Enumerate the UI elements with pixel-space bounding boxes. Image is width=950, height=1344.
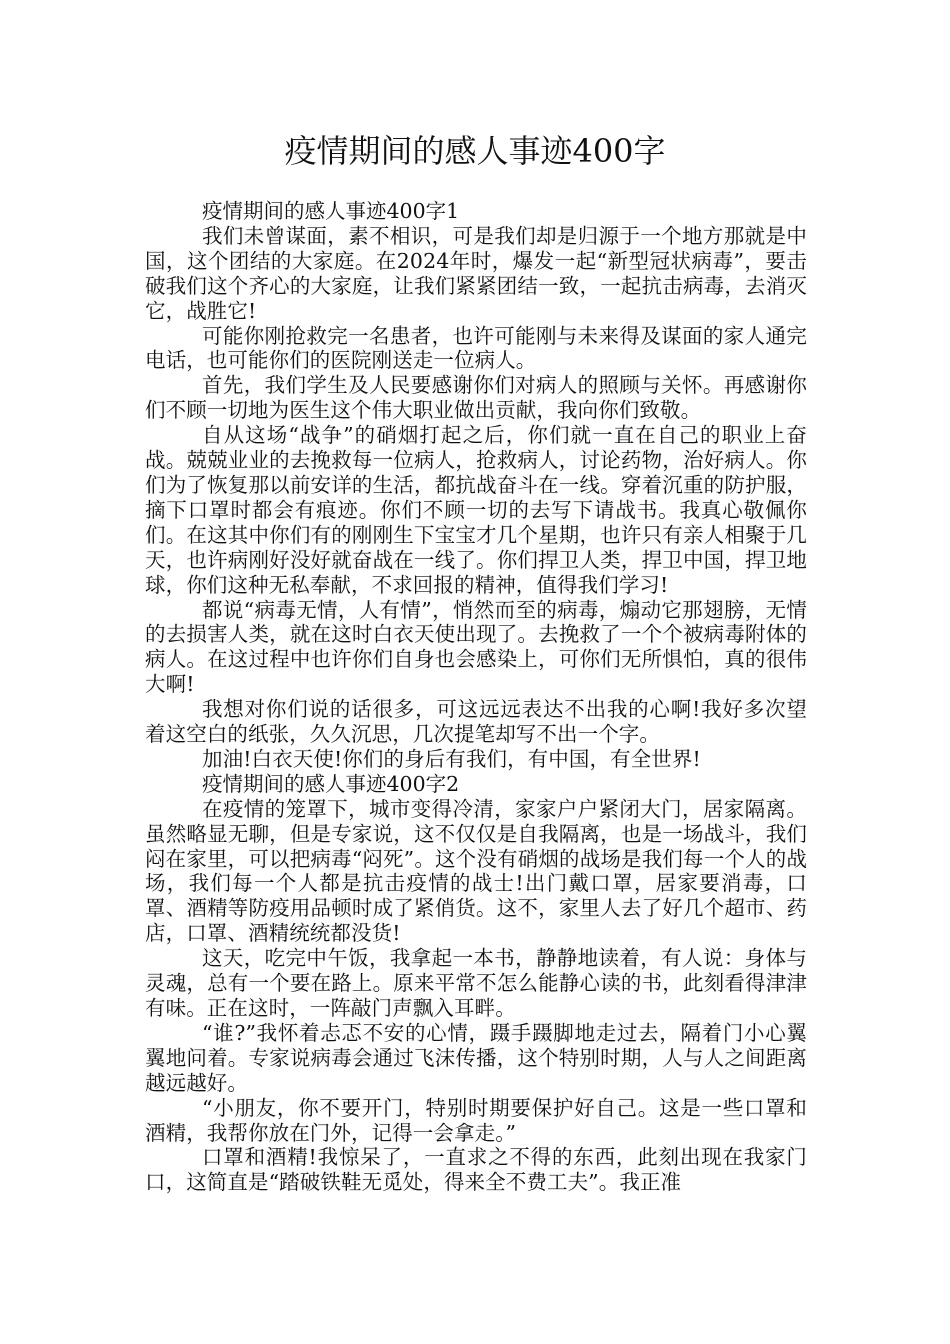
paragraph: 在疫情的笼罩下，城市变得冷清，家家户户紧闭大门，居家隔离。虽然略显无聊，但是专家说，这不仅仅是自我隔离，也是一场战斗，我们闷在家里，可以把病毒“闷死”。这个没有硝烟的战场是我们每一个人的战场，我们每一个人都是抗击疫情的战士!出门戴口罩，居家要消毒，口罩、酒精等防疫用品顿时成了紧俏货。这不，家里人去了好几个超市、药店，口罩、酒精统统都没货!: [145, 796, 807, 946]
paragraph: 这天，吃完中午饭，我拿起一本书，静静地读着，有人说：身体与灵魂，总有一个要在路上。原来平常不怎么能静心读的书，此刻看得津津有味。正在这时，一阵敲门声飘入耳畔。: [145, 946, 807, 1020]
paragraph: 我想对你们说的话很多，可这远远表达不出我的心啊!我好多次望着这空白的纸张，久久沉思，几次提笔却写不出一个字。: [145, 697, 807, 747]
section-heading-1: 疫情期间的感人事迹400字1: [202, 199, 460, 223]
section-heading-2: 疫情期间的感人事迹400字2: [202, 771, 460, 796]
document-body: [145, 199, 807, 1195]
paragraph: “小朋友，你不要开门，特别时期要保护好自己。这是一些口罩和酒精，我帮你放在门外，记得一会拿走。”: [145, 1095, 807, 1145]
paragraph: 口罩和酒精!我惊呆了，一直求之不得的东西，此刻出现在我家门口，这简直是“踏破铁鞋无觅处，得来全不费工夫”。我正准: [145, 1145, 807, 1195]
document-title: 疫情期间的感人事迹400字: [284, 132, 666, 170]
paragraph: 可能你刚抢救完一名患者，也许可能刚与未来得及谋面的家人通完电话，也可能你们的医院刚送走一位病人。: [145, 323, 807, 373]
paragraph: 首先，我们学生及人民要感谢你们对病人的照顾与关怀。再感谢你们不顾一切地为医生这个伟大职业做出贡献，我向你们致敬。: [145, 373, 807, 423]
paragraph: “谁?”我怀着忐忑不安的心情，蹑手蹑脚地走过去，隔着门小心翼翼地问着。专家说病毒会通过飞沫传播，这个特别时期，人与人之间距离越远越好。: [145, 1020, 807, 1095]
paragraph: 我们未曾谋面，素不相识，可是我们却是归源于一个地方那就是中国，这个团结的大家庭。在2024年时，爆发一起“新型冠状病毒”，要击破我们这个齐心的大家庭，让我们紧紧团结一致，一起抗击病毒，去消灭它，战胜它!: [145, 223, 807, 323]
paragraph: 自从这场“战争”的硝烟打起之后，你们就一直在自己的职业上奋战。兢兢业业的去挽救每一位病人，抢救病人，讨论药物，治好病人。你们为了恢复那以前安详的生活，都抗战奋斗在一线。穿着沉重的防护服，摘下口罩时都会有痕迹。你们不顾一切的去写下请战书。我真心敬佩你们。在这其中你们有的刚刚生下宝宝才几个星期，也许只有亲人相聚于几天，也许病刚好没好就奋战在一线了。你们捍卫人类，捍卫中国，捍卫地球，你们这种无私奉献，不求回报的精神，值得我们学习!: [145, 423, 807, 597]
paragraph: 都说“病毒无情，人有情”，悄然而至的病毒，煽动它那翅膀，无情的去损害人类，就在这时白衣天使出现了。去挽救了一个个被病毒附体的病人。在这过程中也许你们自身也会感染上，可你们无所惧怕，真的很伟大啊!: [145, 597, 807, 697]
paragraph: 加油!白衣天使!你们的身后有我们，有中国，有全世界!: [202, 746, 701, 771]
